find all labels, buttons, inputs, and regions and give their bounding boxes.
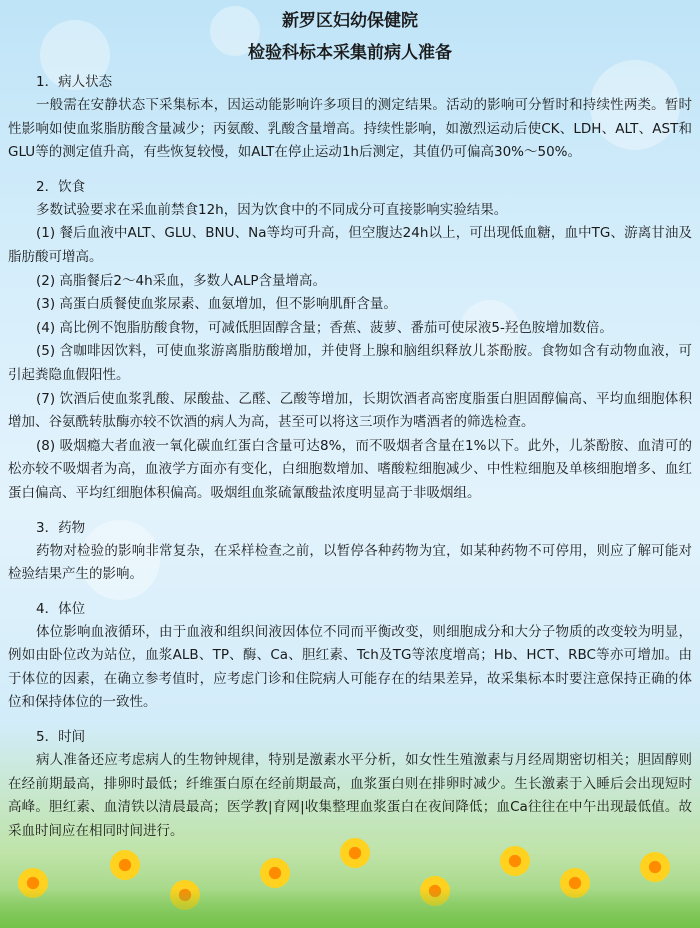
paragraph: (4) 高比例不饱脂肪酸食物，可减低胆固醇含量；香蕉、菠萝、番茄可使尿液5-羟色胺增加数倍。 bbox=[36, 319, 613, 336]
section-posture bbox=[8, 599, 692, 715]
paragraph: 病人准备还应考虑病人的生物钟规律，特别是激素水平分析，如女性生殖激素与月经周期密切相关；胆固醇则在经前期最高，排卵时最低；纤维蛋白原在经前期最高，血浆蛋白则在排卵时减少。生长激素于入睡后会出现短时高峰。胆红素、血清铁以清晨最高；医学教|育网|收集整理血浆蛋白在夜间降低；血Ca往往在中午出现最低值。故采血时间应在相同时间进行。 bbox=[8, 752, 692, 839]
paragraph: 一般需在安静状态下采集标本，因运动能影响许多项目的测定结果。活动的影响可分暂时和持续性两类。暂时性影响如使血浆脂肪酸含量减少；丙氨酸、乳酸含量增高。持续性影响，如激烈运动后使CK、LDH、ALT、AST和GLU等的测定值升高，有些恢复较慢，如ALT在停止运动1h后测定，其值仍可偏高30%～50%。 bbox=[8, 97, 692, 161]
paragraph: 多数试验要求在采血前禁食12h，因为饮食中的不同成分可直接影响实验结果。 bbox=[36, 201, 508, 218]
flower-icon bbox=[110, 850, 140, 880]
document-title: 新罗区妇幼保健院 bbox=[282, 11, 418, 31]
section-heading: 2．饮食 bbox=[36, 178, 86, 195]
flower-icon bbox=[500, 846, 530, 876]
grass-decoration bbox=[0, 888, 700, 928]
paragraph: (1) 餐后血液中ALT、GLU、BNU、Na等均可升高，但空腹达24h以上，可出现低血糖，血中TG、游离甘油及脂肪酸可增高。 bbox=[8, 225, 692, 265]
flower-icon bbox=[640, 852, 670, 882]
paragraph: 体位影响血液循环，由于血液和组织间液因体位不同而平衡改变，则细胞成分和大分子物质的改变较为明显，例如由卧位改为站位，血浆ALB、TP、酶、Ca、胆红素、Tch及TG等浓度增高；Hb、HCT、RBC等亦可增加。由于体位的因素，在确立参考值时，应考虑门诊和住院病人可能存在的结果差异，故采集标本时要注意保持正确的体位和保持体位的一致性。 bbox=[8, 623, 692, 711]
section-heading: 3．药物 bbox=[36, 519, 86, 536]
flower-icon bbox=[260, 858, 290, 888]
paragraph: (5) 含咖啡因饮料，可使血浆游离脂肪酸增加，并使肾上腺和脑组织释放儿茶酚胺。食物如含有动物血液，可引起粪隐血假阳性。 bbox=[8, 343, 692, 383]
paragraph: (2) 高脂餐后2～4h采血，多数人ALP含量增高。 bbox=[36, 272, 327, 289]
section-diet bbox=[8, 177, 692, 506]
section-patient-state bbox=[8, 72, 692, 165]
paragraph: 药物对检验的影响非常复杂，在采样检查之前，以暂停各种药物为宜，如某种药物不可停用，则应了解可能对检验结果产生的影响。 bbox=[8, 542, 692, 583]
section-time bbox=[8, 727, 692, 843]
paragraph: (3) 高蛋白质餐使血浆尿素、血氨增加，但不影响肌酐含量。 bbox=[36, 296, 397, 313]
paragraph: (7) 饮酒后使血浆乳酸、尿酸盐、乙醛、乙酸等增加，长期饮酒者高密度脂蛋白胆固醇偏高、平均血细胞体积增加、谷氨酰转肽酶亦较不饮酒的病人为高，甚至可以将这三项作为嗜酒者的筛选检查。 bbox=[8, 390, 692, 431]
section-heading: 4．体位 bbox=[36, 600, 86, 617]
paragraph: (8) 吸烟瘾大者血液一氧化碳血红蛋白含量可达8%，而不吸烟者含量在1%以下。此外，儿茶酚胺、血清可的松亦较不吸烟者为高，血液学方面亦有变化，白细胞数增加、嗜酸粒细胞减少、中性粒细胞及单核细胞增多、血红蛋白偏高、平均红细胞体积偏高。吸烟组血浆硫氰酸盐浓度明显高于非吸烟组。 bbox=[8, 437, 692, 501]
section-heading: 1．病人状态 bbox=[36, 74, 113, 90]
section-drugs bbox=[8, 518, 692, 587]
section-heading: 5．时间 bbox=[36, 729, 86, 746]
document-subtitle: 检验科标本采集前病人准备 bbox=[248, 43, 452, 63]
